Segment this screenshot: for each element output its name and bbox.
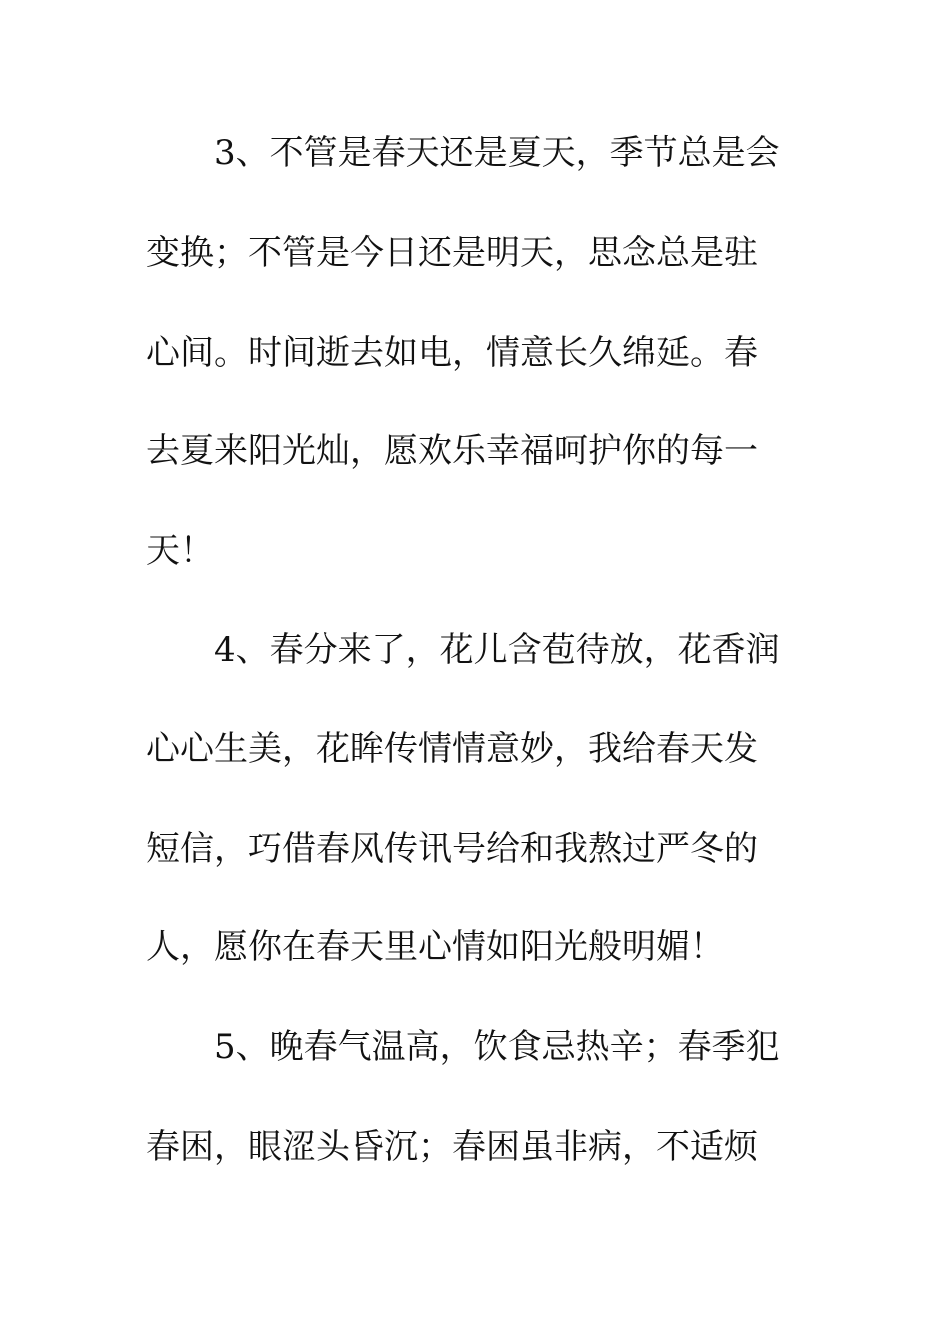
- paragraph-4-line-3: 短信，巧借春风传讯号给和我熬过严冬的: [146, 829, 758, 869]
- paragraph-3-line-2: 变换；不管是今日还是明天，思念总是驻: [146, 233, 758, 273]
- paragraph-5-line-1: 5、晚春气温高，饮食忌热辛；春季犯: [214, 1027, 780, 1067]
- paragraph-4-line-1: 4、春分来了，花儿含苞待放，花香润: [214, 630, 780, 670]
- paragraph-3-line-1: 3、不管是春天还是夏天，季节总是会: [214, 133, 780, 173]
- paragraph-4-line-2: 心心生美，花眸传情情意妙，我给春天发: [146, 729, 758, 769]
- paragraph-4-line-4: 人，愿你在春天里心情如阳光般明媚！: [146, 927, 724, 967]
- paragraph-3-line-4: 去夏来阳光灿，愿欢乐幸福呵护你的每一: [146, 431, 758, 471]
- paragraph-3-line-5: 天！: [146, 531, 214, 571]
- paragraph-3-line-3: 心间。时间逝去如电，情意长久绵延。春: [146, 333, 758, 373]
- paragraph-5-line-2: 春困，眼涩头昏沉；春困虽非病，不适烦: [146, 1127, 758, 1167]
